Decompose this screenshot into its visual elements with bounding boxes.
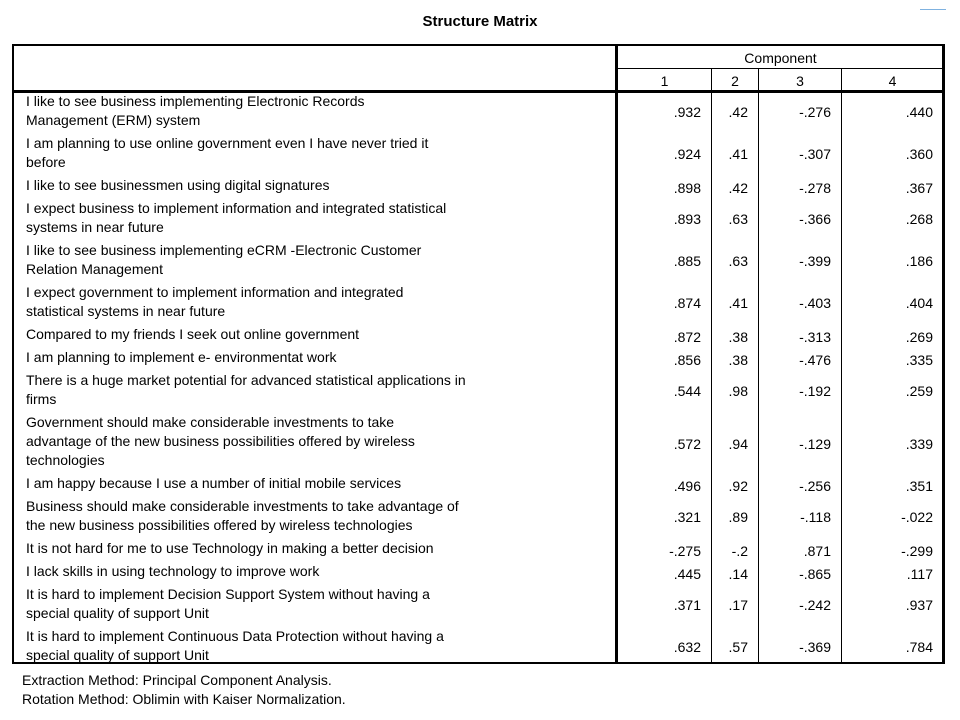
component-group-header: Component [744, 50, 817, 66]
row-label-line: Compared to my friends I seek out online government [26, 326, 360, 342]
value-cell: .321 [673, 509, 701, 525]
row-label [26, 283, 606, 321]
value-cell: .42 [728, 104, 748, 120]
value-cell: .893 [673, 211, 701, 227]
value-cell: -.313 [799, 329, 831, 345]
table-row [14, 348, 942, 371]
table-row [14, 371, 942, 413]
row-label-line: I expect government to implement information and integrated [26, 284, 404, 300]
value-cell: -.399 [799, 253, 831, 269]
row-label-line: It is hard to implement Decision Support System without having a [26, 586, 430, 602]
row-label-line: technologies [26, 452, 105, 468]
value-cell: .924 [673, 146, 701, 162]
value-cell: .63 [728, 253, 748, 269]
row-label-line: I like to see business implementing Electronic Records [26, 93, 365, 109]
value-cell: -.366 [799, 211, 831, 227]
value-cell: -.022 [901, 509, 933, 525]
value-cell: .269 [905, 329, 933, 345]
value-cell: .572 [673, 436, 701, 452]
value-cell: .445 [673, 566, 701, 582]
value-cell: .186 [905, 253, 933, 269]
value-cell: .872 [673, 329, 701, 345]
value-cell: -.278 [799, 180, 831, 196]
row-label-line: advantage of the new business possibilities offered by wireless [26, 433, 415, 449]
value-cell: -.275 [669, 543, 701, 559]
row-label-line: It is not hard for me to use Technology in making a better decision [26, 540, 434, 556]
value-cell: .544 [673, 383, 701, 399]
component-column-header: 2 [731, 73, 739, 89]
value-cell: .41 [728, 146, 748, 162]
header-divider [618, 68, 942, 69]
row-label-line: statistical systems in near future [26, 303, 226, 319]
table-title: Structure Matrix [422, 13, 538, 30]
row-label-line: I am planning to implement e- environmentat work [26, 349, 337, 365]
row-label-line: I am planning to use online government even I have never tried it [26, 135, 429, 151]
value-cell: .63 [728, 211, 748, 227]
value-cell: .898 [673, 180, 701, 196]
value-cell: .335 [905, 352, 933, 368]
value-cell: .440 [905, 104, 933, 120]
value-cell: .42 [728, 180, 748, 196]
value-cell: .351 [905, 478, 933, 494]
value-cell: .98 [728, 383, 748, 399]
row-label [26, 348, 606, 367]
row-label [26, 413, 606, 470]
value-cell: .38 [728, 329, 748, 345]
row-label [26, 241, 606, 279]
row-label [26, 497, 606, 535]
footnote-extraction: Extraction Method: Principal Component Analysis. [22, 672, 332, 688]
row-label-line: Management (ERM) system [26, 112, 201, 128]
row-label [26, 371, 606, 409]
value-cell: .404 [905, 295, 933, 311]
value-cell: .360 [905, 146, 933, 162]
value-cell: .937 [905, 597, 933, 613]
component-column-header: 4 [888, 73, 897, 89]
value-cell: -.129 [799, 436, 831, 452]
table-row [14, 176, 942, 199]
table-row [14, 134, 942, 176]
value-cell: .38 [728, 352, 748, 368]
value-cell: -.2 [731, 543, 748, 559]
value-cell: .784 [905, 639, 933, 655]
value-cell: -.256 [799, 478, 831, 494]
row-label [26, 325, 606, 344]
table-row [14, 474, 942, 497]
value-cell: -.476 [799, 352, 831, 368]
row-label [26, 199, 606, 237]
table-row [14, 585, 942, 627]
value-cell: .885 [673, 253, 701, 269]
corner-mark [920, 9, 946, 10]
table-row [14, 325, 942, 348]
value-cell: .117 [906, 566, 933, 582]
value-cell: .268 [905, 211, 933, 227]
row-label-line: I like to see business implementing eCRM -Electronic Customer [26, 242, 422, 258]
component-column-header: 1 [660, 73, 669, 89]
table-row [14, 562, 942, 585]
value-cell: .41 [728, 295, 748, 311]
row-label [26, 539, 606, 558]
value-cell: .89 [728, 509, 748, 525]
table-row [14, 283, 942, 325]
row-label-line: special quality of support Unit [26, 605, 209, 621]
table-row [14, 241, 942, 283]
value-cell: .856 [673, 352, 701, 368]
row-label-line: before [26, 154, 66, 170]
row-label-line: There is a huge market potential for advanced statistical applications in [26, 372, 466, 388]
value-cell: -.242 [799, 597, 831, 613]
value-cell: -.369 [799, 639, 831, 655]
table-row [14, 199, 942, 241]
row-label-line: firms [26, 391, 57, 407]
table-row [14, 413, 942, 474]
value-cell: .14 [728, 566, 748, 582]
value-cell: .92 [728, 478, 748, 494]
row-label-line: special quality of support Unit [26, 647, 209, 663]
row-label [26, 585, 606, 623]
value-cell: -.299 [901, 543, 933, 559]
row-label [26, 92, 606, 130]
value-cell: .874 [673, 295, 701, 311]
row-label-line: I expect business to implement information and integrated statistical [26, 200, 447, 216]
row-label-line: It is hard to implement Continuous Data Protection without having a [26, 628, 444, 644]
row-label-line: Relation Management [26, 261, 163, 277]
structure-matrix-table [12, 44, 945, 664]
component-column-header: 3 [796, 73, 804, 89]
value-cell: .496 [673, 478, 701, 494]
value-cell: .339 [905, 436, 933, 452]
value-cell: -.276 [799, 104, 831, 120]
value-cell: .632 [673, 639, 701, 655]
value-cell: -.118 [800, 509, 831, 525]
value-cell: .367 [905, 180, 933, 196]
table-row [14, 92, 942, 134]
row-label-line: the new business possibilities offered by wireless technologies [26, 517, 413, 533]
row-label-line: I lack skills in using technology to improve work [26, 563, 320, 579]
value-cell: .259 [905, 383, 933, 399]
row-label-line: Business should make considerable investments to take advantage of [26, 498, 459, 514]
row-label [26, 627, 606, 665]
row-label-line: I like to see businessmen using digital signatures [26, 177, 330, 193]
value-cell: .371 [673, 597, 701, 613]
value-cell: .932 [673, 104, 701, 120]
value-cell: -.403 [799, 295, 831, 311]
row-label [26, 134, 606, 172]
table-row [14, 627, 942, 669]
value-cell: -.865 [799, 566, 831, 582]
value-cell: .94 [728, 436, 748, 452]
row-label [26, 562, 606, 581]
row-label [26, 176, 606, 195]
table-row [14, 497, 942, 539]
row-label-line: Government should make considerable investments to take [26, 414, 395, 430]
row-label-line: I am happy because I use a number of initial mobile services [26, 475, 402, 491]
value-cell: .871 [803, 543, 831, 559]
footnote-rotation: Rotation Method: Oblimin with Kaiser Normalization. [22, 691, 346, 707]
row-label-line: systems in near future [26, 219, 164, 235]
table-row [14, 539, 942, 562]
value-cell: .57 [728, 639, 748, 655]
row-label [26, 474, 606, 493]
value-cell: -.307 [799, 146, 831, 162]
value-cell: -.192 [799, 383, 831, 399]
value-cell: .17 [728, 597, 748, 613]
